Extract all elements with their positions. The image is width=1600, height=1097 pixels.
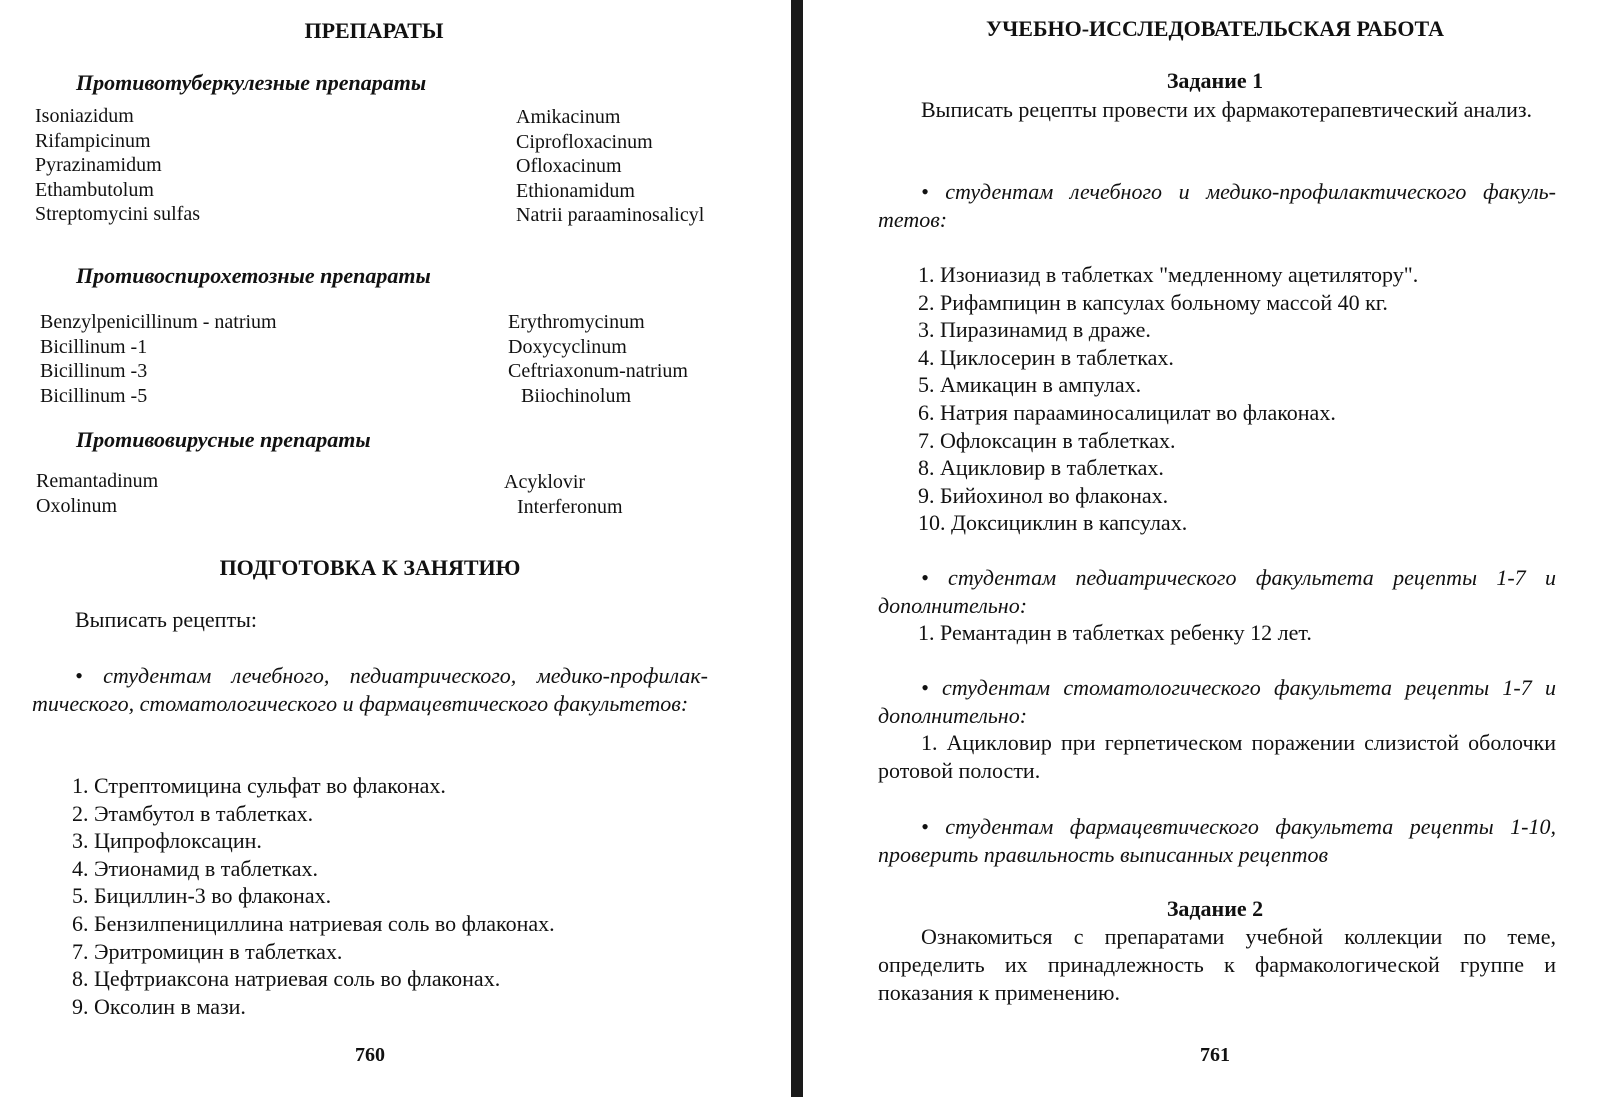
section-heading-antiviral: Противовирусные препараты (76, 427, 371, 452)
drug-name: Ethambutolum (35, 178, 154, 201)
list-item: 8. Цефтриаксона натриевая соль во флаконах. (72, 966, 501, 992)
list-item: 10. Доксициклин в капсулах. (918, 510, 1188, 536)
preparation-intro: Выписать рецепты: (75, 607, 257, 632)
drug-name: Remantadinum (36, 470, 159, 492)
list-item: 4. Циклосерин в таблетках. (918, 344, 1174, 370)
drug-name: Isoniazidum (35, 105, 134, 127)
task1-group-dental: • студентам стоматологического факультета рецепты 1-7 и дополнительно: (878, 675, 1556, 728)
task1-list (918, 261, 1418, 537)
drug-name: Pyrazinamidum (35, 154, 162, 176)
drug-list-col1 (35, 104, 200, 227)
task1-title: Задание 1 (1166, 68, 1264, 93)
page-title: ПРЕПАРАТЫ (304, 18, 444, 43)
task1-text: Выписать рецепты провести их фармакотерапевтический анализ. (921, 97, 1533, 122)
drug-list-col2 (504, 470, 623, 519)
list-item: 9. Бийохинол во флаконах. (918, 482, 1169, 508)
list-item: 3. Пиразинамид в драже. (918, 317, 1151, 343)
section-heading-antispirochetal: Противоспирохетозные препараты (76, 263, 431, 288)
drug-name: Streptomycini sulfas (35, 203, 200, 225)
list-item: 2. Рифампицин в капсулах больному массой 40 кг. (918, 289, 1388, 315)
drug-name: Bicillinum -5 (40, 384, 148, 407)
task1-group-pharmacy: • студентам фармацевтического факультета рецепты 1-10, проверить правильность выписанных рецептов (878, 814, 1556, 867)
list-item: 1. Ремантадин в таблетках ребенку 12 лет. (918, 620, 1312, 645)
dental-list-item: 1. Ацикловир при герпетическом поражении слизистой оболочки ротовой полости. (878, 730, 1556, 783)
left-page (0, 0, 790, 1097)
drug-name: Bicillinum -3 (40, 360, 148, 382)
right-page (810, 0, 1600, 1097)
list-item: 4. Этионамид в таблетках. (72, 855, 318, 881)
preparation-list (72, 772, 555, 1020)
book-spine (791, 0, 803, 1097)
list-item: 1. Изониазид в таблетках "медленному ацетилятору". (918, 262, 1419, 287)
drug-name: Interferonum (517, 495, 623, 518)
drug-name: Natrii paraaminosalicyl (516, 204, 705, 226)
task1-group-pediatric: • студентам педиатрического факультета рецепты 1-7 и дополнительно: (878, 565, 1556, 618)
drug-name: Ceftriaxonum-natrium (508, 360, 688, 382)
section-heading-antituberculosis: Противотуберкулезные препараты (76, 70, 427, 95)
list-item: 5. Бициллин-3 во флаконах. (72, 883, 332, 909)
drug-name: Biiochinolum (521, 384, 631, 407)
drug-list-col2 (508, 310, 688, 408)
task2-text: Ознакомиться с препаратами учебной коллекции по теме, определить их принадлежность к фармакологической группе и показания к применению. (878, 924, 1556, 1005)
drug-name: Ofloxacinum (516, 155, 622, 177)
task2-title: Задание 2 (1166, 896, 1264, 921)
drug-name: Doxycyclinum (508, 335, 627, 358)
preparation-title: ПОДГОТОВКА К ЗАНЯТИЮ (219, 555, 521, 580)
drug-name: Ciprofloxacinum (516, 130, 653, 153)
drug-name: Rifampicinum (35, 129, 151, 152)
list-item: 6. Натрия парааминосалицилат во флаконах. (918, 399, 1336, 425)
page-number: 760 (355, 1044, 385, 1066)
preparation-students: • студентам лечебного, педиатрического, медико-профилактического, стоматологического и фармацевтического факультетов: (32, 663, 708, 716)
drug-name: Bicillinum -1 (40, 335, 148, 358)
page-title: УЧЕБНО-ИССЛЕДОВАТЕЛЬСКАЯ РАБОТА (985, 16, 1444, 41)
drug-name: Oxolinum (36, 494, 118, 517)
drug-name: Amikacinum (516, 106, 621, 128)
page-number: 761 (1200, 1044, 1230, 1066)
drug-name: Benzylpenicillinum - natrium (40, 311, 277, 333)
list-item: 1. Стрептомицина сульфат во флаконах. (72, 773, 446, 798)
drug-list-col1 (36, 469, 158, 518)
drug-name: Ethionamidum (516, 179, 635, 202)
list-item: 8. Ацикловир в таблетках. (918, 455, 1164, 481)
task1-group-medical: • студентам лечебного и медико-профилактического факультетов: (878, 179, 1556, 232)
drug-name: Acyklovir (504, 471, 586, 493)
list-item: 6. Бензилпенициллина натриевая соль во флаконах. (72, 910, 555, 936)
list-item: 2. Этамбутол в таблетках. (72, 800, 314, 826)
drug-list-col2 (516, 105, 704, 228)
list-item: 7. Эритромицин в таблетках. (72, 938, 343, 964)
list-item: 3. Ципрофлоксацин. (72, 828, 262, 854)
list-item: 5. Амикацин в ампулах. (918, 372, 1142, 398)
list-item: 9. Оксолин в мази. (72, 993, 246, 1019)
list-item: 7. Офлоксацин в таблетках. (918, 427, 1176, 453)
pediatric-list (918, 619, 1312, 647)
drug-list-col1 (40, 310, 277, 408)
drug-name: Erythromycinum (508, 311, 645, 333)
